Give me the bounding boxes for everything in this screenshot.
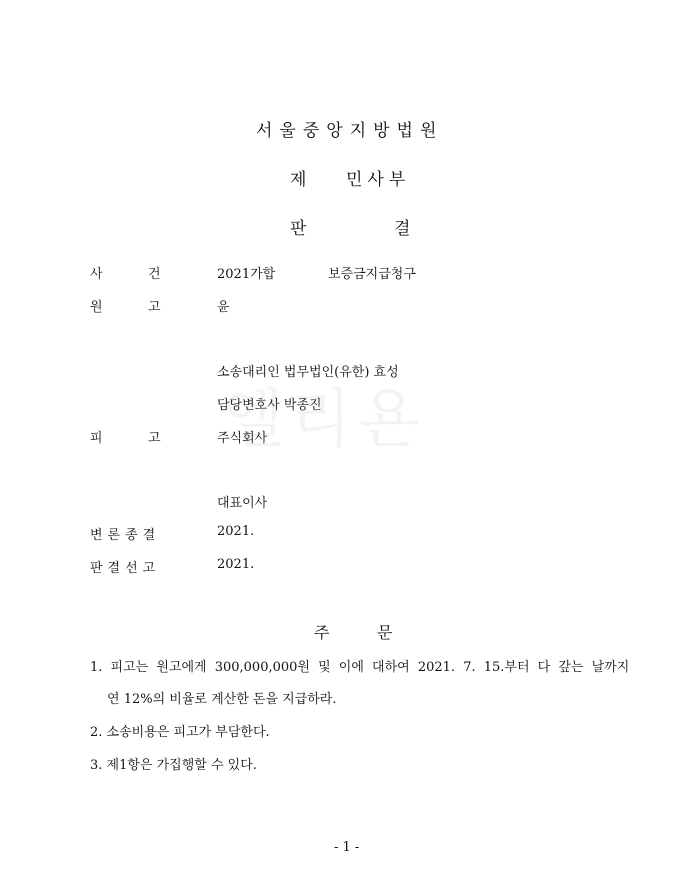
plaintiff-label-a: 원 xyxy=(90,300,103,315)
plaintiff-name: 윤 xyxy=(217,300,230,315)
ruling-label: 판결선고 xyxy=(90,561,161,576)
watermark xyxy=(222,368,425,460)
judgment-title-b: 결 xyxy=(394,219,411,239)
defendant-representative: 대표이사 xyxy=(217,496,268,511)
order-title-a: 주 xyxy=(314,623,330,642)
closing-date: 2021. xyxy=(217,524,255,539)
defendant-label-b: 고 xyxy=(148,431,161,446)
order-item-2: 2. 소송비용은 피고가 부담한다. xyxy=(90,725,270,740)
plaintiff-representative: 소송대리인 법무법인(유한) 효성 xyxy=(217,365,399,380)
case-label-b: 건 xyxy=(148,267,161,282)
order-item-1-line-1: 1. 피고는 원고에게 300,000,000원 및 이에 대하여 2021. 7. 15.부터 다 갚는 날까지 xyxy=(90,660,630,675)
judgment-title-a: 판 xyxy=(290,219,307,239)
order-item-3: 3. 제1항은 가집행할 수 있다. xyxy=(90,758,257,773)
case-number: 2021가합 xyxy=(217,267,276,282)
division-name: 민사부 xyxy=(346,170,411,190)
order-title-b: 문 xyxy=(377,623,393,642)
plaintiff-label-b: 고 xyxy=(148,300,161,315)
defendant-label-a: 피 xyxy=(90,431,103,446)
case-label-a: 사 xyxy=(90,267,103,282)
defendant-name: 주식회사 xyxy=(217,431,268,446)
plaintiff-lawyer: 담당변호사 박종진 xyxy=(217,398,322,413)
ruling-date: 2021. xyxy=(217,557,255,572)
closing-label: 변론종결 xyxy=(90,528,161,543)
page-number: - 1 - xyxy=(334,840,360,855)
division-prefix: 제 xyxy=(290,170,307,190)
court-name: 서울중앙지방법원 xyxy=(256,121,444,141)
order-item-1-line-2: 연 12%의 비율로 계산한 돈을 지급하라. xyxy=(107,692,337,707)
case-name: 보증금지급청구 xyxy=(328,267,416,282)
